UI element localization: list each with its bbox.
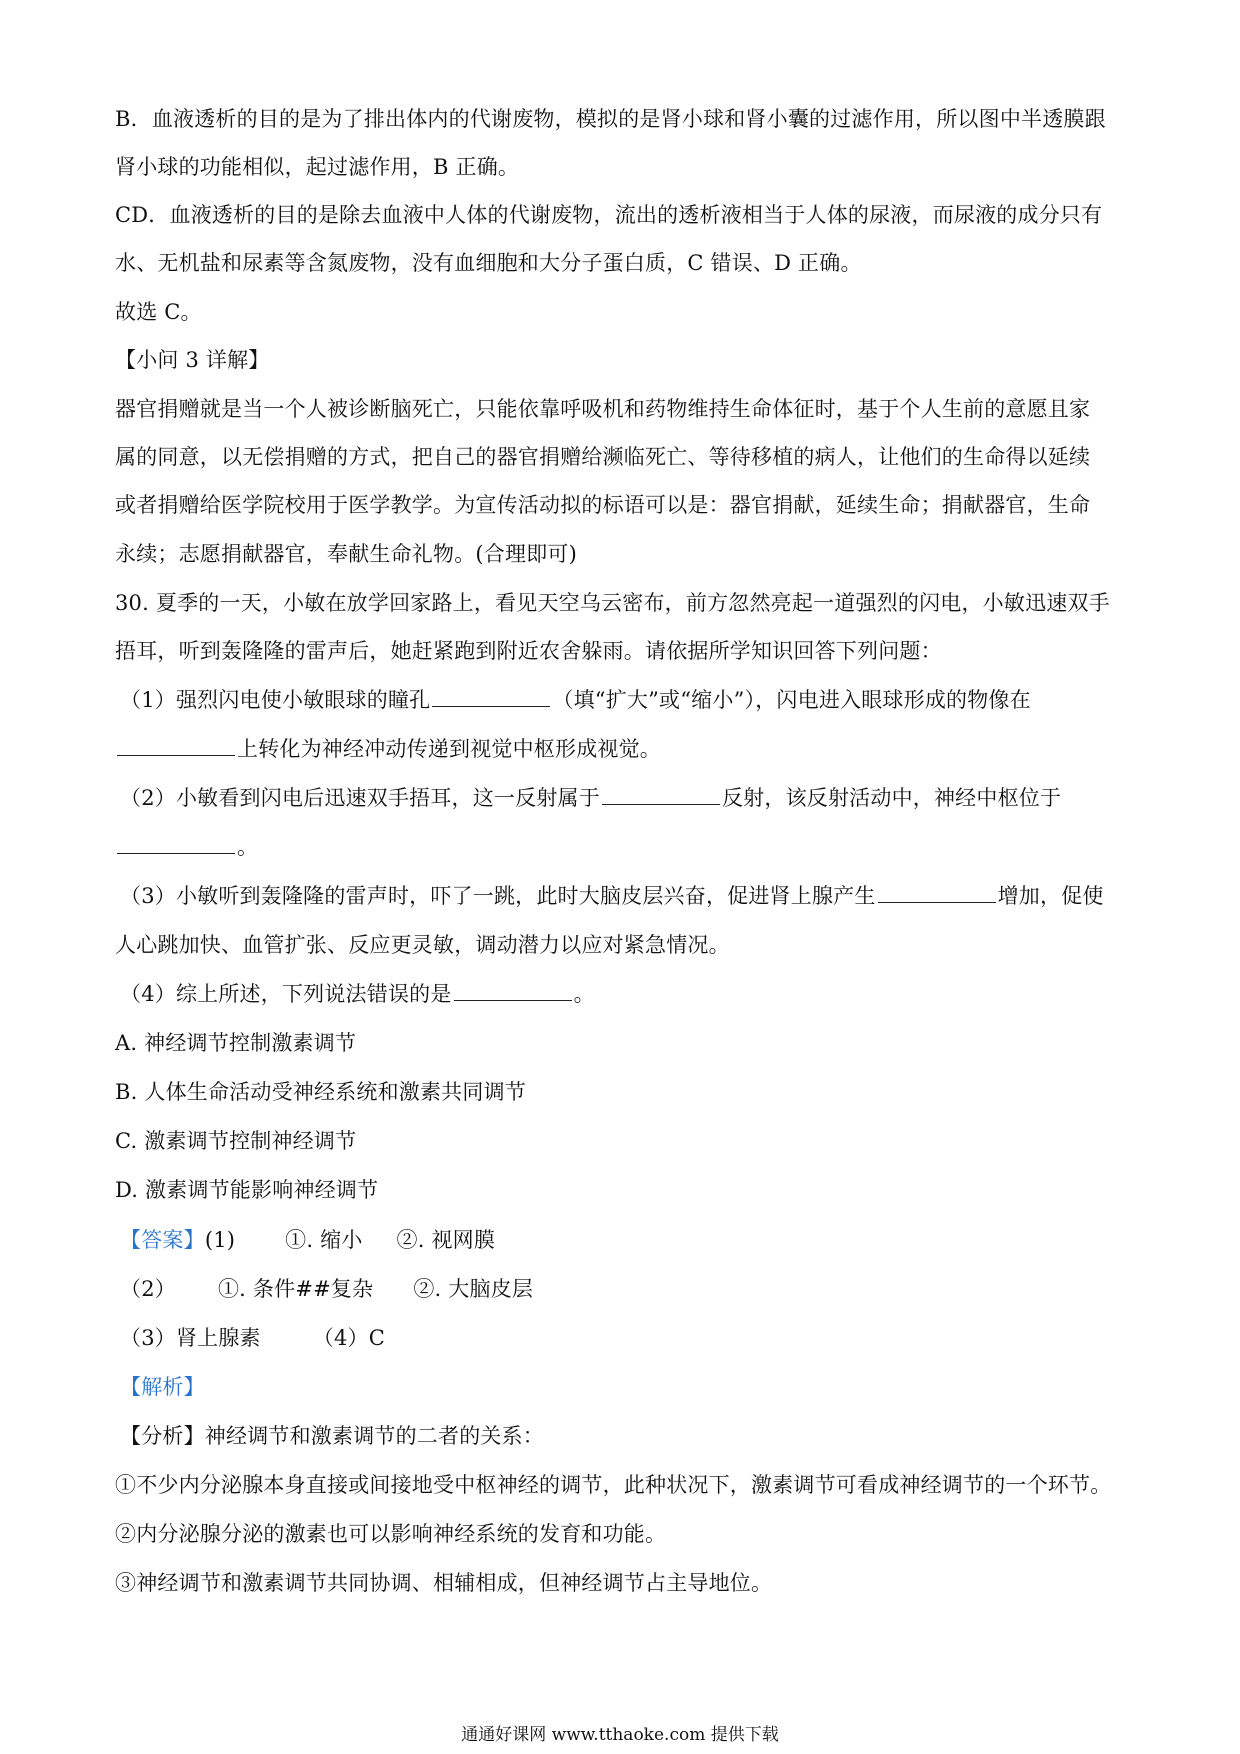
answer-blank [117,833,235,854]
sub-question-heading: 【小问 3 详解】 [115,348,270,372]
question-part-2 [120,783,1061,813]
question-text: 。 [573,982,595,1006]
question-text: 上转化为神经冲动传递到视觉中枢形成视觉。 [237,737,661,761]
question-text: 反射，该反射活动中，神经中枢位于 [721,786,1062,810]
answer-value: （3）肾上腺素 [120,1326,261,1350]
answer-blank [602,784,720,805]
question-30-stem: 捂耳，听到轰隆隆的雷声后，她赶紧跑到附近农舍躲雨。请依据所学知识回答下列问题： [115,639,942,663]
text-line: 肾小球的功能相似，起过滤作用，B 正确。 [115,155,520,179]
answer-label: 【答案】 [120,1228,205,1252]
question-part-4 [120,979,595,1009]
text-line: 属的同意，以无偿捐赠的方式，把自己的器官捐赠给濒临死亡、等待移植的病人，让他们的生命得以延续 [115,445,1091,469]
option-c: C. 激素调节控制神经调节 [115,1129,357,1153]
answer-line-1 [120,1225,495,1255]
question-text: （填“扩大”或“缩小”），闪电进入眼球形成的物像在 [552,688,1031,712]
answer-value: （4）C [312,1326,385,1350]
answer-line-3 [120,1323,385,1353]
text-line: 故选 C。 [115,300,202,324]
question-text: 增加，促使 [997,884,1104,908]
question-text: 。 [237,835,259,859]
answer-blank [454,980,572,1001]
text-line: CD．血液透析的目的是除去血液中人体的代谢废物，流出的透析液相当于人体的尿液，而尿液的成分只有 [115,203,1103,227]
answer-value: ②. 视网膜 [396,1228,496,1252]
answer-blank [878,882,996,903]
answer-number: （2） [120,1277,176,1301]
answer-blank [432,686,550,707]
answer-line-2 [120,1274,533,1304]
text-line: 器官捐赠就是当一个人被诊断脑死亡，只能依靠呼吸机和药物维持生命体征时，基于个人生前的意愿且家 [115,397,1091,421]
analysis-point-1: ①不少内分泌腺本身直接或间接地受中枢神经的调节，此种状况下，激素调节可看成神经调节的一个环节。 [115,1473,1112,1497]
answer-number: (1) [204,1228,236,1252]
question-part-2-cont [115,832,258,862]
option-d: D. 激素调节能影响神经调节 [115,1178,379,1202]
question-part-1 [120,685,1031,715]
analysis-point-2: ②内分泌腺分泌的激素也可以影响神经系统的发育和功能。 [115,1522,667,1546]
answer-value: ①. 缩小 [285,1228,363,1252]
analysis-point-3: ③神经调节和激素调节共同协调、相辅相成，但神经调节占主导地位。 [115,1571,773,1595]
answer-value: ①. 条件##复杂 [217,1277,374,1301]
text-line: 永续；志愿捐献器官，奉献生命礼物。(合理即可) [115,542,577,566]
question-part-1-cont [115,734,661,764]
answer-value: ②. 大脑皮层 [413,1277,534,1301]
option-a: A. 神经调节控制激素调节 [115,1031,357,1055]
text-line: 人心跳加快、血管扩张、反应更灵敏，调动潜力以应对紧急情况。 [115,933,730,957]
question-text: （2）小敏看到闪电后迅速双手捂耳，这一反射属于 [120,786,600,810]
question-text: （1）强烈闪电使小敏眼球的瞳孔 [120,688,431,712]
question-text: （3）小敏听到轰隆隆的雷声时，吓了一跳，此时大脑皮层兴奋，促进肾上腺产生 [120,884,876,908]
option-b: B. 人体生命活动受神经系统和激素共同调节 [115,1080,526,1104]
text-line: B．血液透析的目的是为了排出体内的代谢废物，模拟的是肾小球和肾小囊的过滤作用，所以图中半透膜跟 [115,107,1106,131]
question-30-stem: 30. 夏季的一天，小敏在放学回家路上，看见天空乌云密布，前方忽然亮起一道强烈的闪电，小敏迅速双手 [115,591,1110,615]
footer-watermark: 通通好课网 www.tthaoke.com 提供下载 [461,1725,779,1745]
question-text: （4）综上所述，下列说法错误的是 [120,982,452,1006]
analysis-heading: 【分析】神经调节和激素调节的二者的关系： [120,1424,544,1448]
answer-blank [117,735,235,756]
question-part-3 [120,881,1104,911]
text-line: 或者捐赠给医学院校用于医学教学。为宣传活动拟的标语可以是：器官捐献，延续生命；捐献器官，生命 [115,493,1091,517]
text-line: 水、无机盐和尿素等含氮废物，没有血细胞和大分子蛋白质，C 错误、D 正确。 [115,251,862,275]
analysis-label: 【解析】 [120,1375,205,1399]
